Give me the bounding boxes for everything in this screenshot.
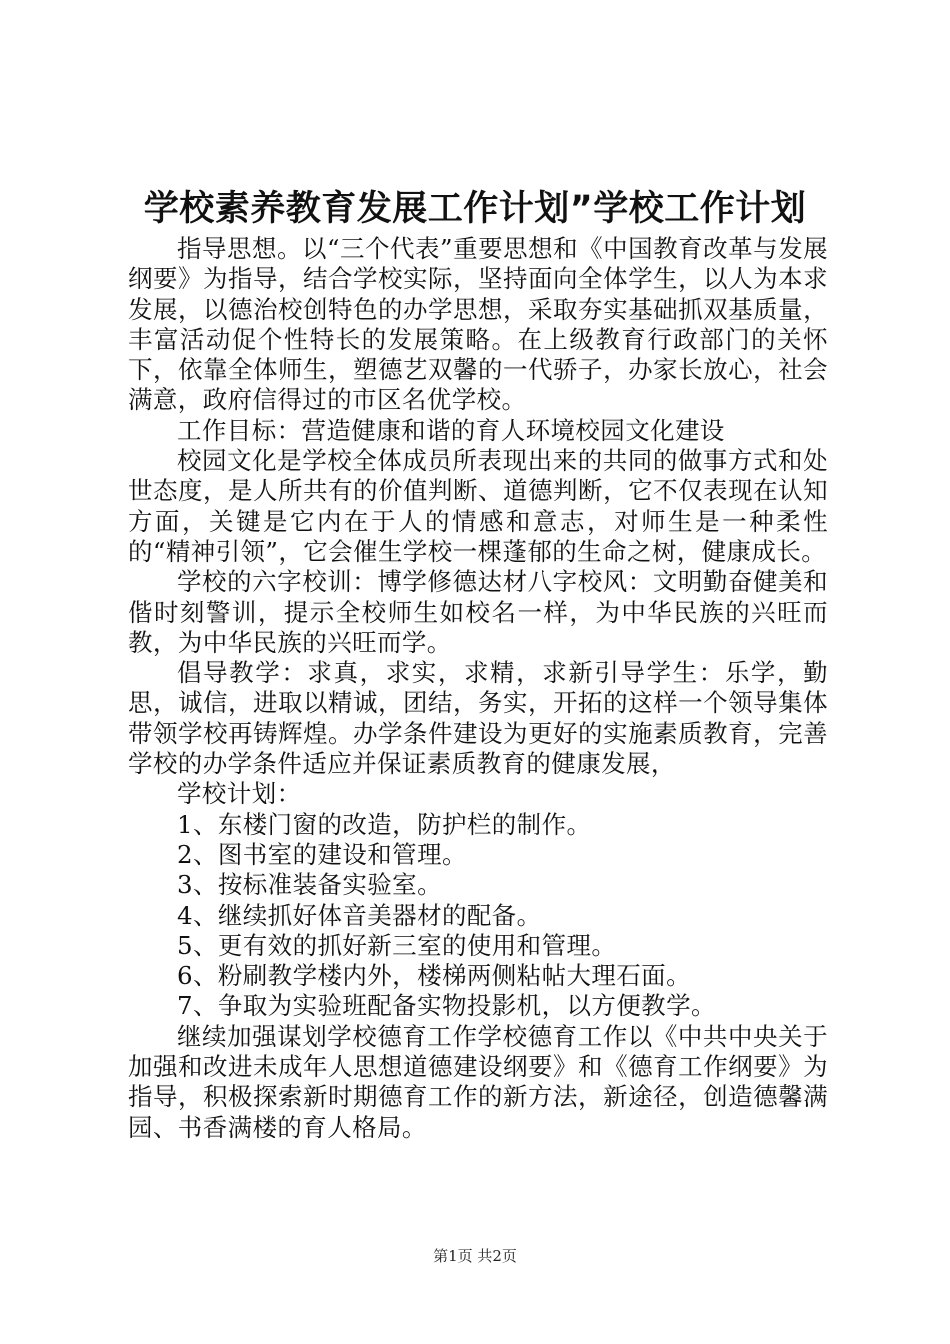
plan-item: 5、更有效的抓好新三室的使用和管理。 (177, 930, 617, 960)
paragraph-campus-culture: 校园文化是学校全体成员所表现出来的共同的做事方式和处世态度，是人所共有的价值判断、道德判断，它不仅表现在认知方面，关键是它内在于人的情感和意志，对师生是一种柔性的“精神引领”，它会催生学校一棵蓬郁的生命之树，健康成长。 (128, 446, 828, 566)
plan-item: 1、东楼门窗的改造，防护栏的制作。 (177, 809, 592, 839)
plan-item: 6、粉刷教学楼内外，楼梯两侧粘帖大理石面。 (177, 961, 691, 991)
paragraph-moral-education: 继续加强谋划学校德育工作学校德育工作以《中共中央关于加强和改进未成年人思想道德建设纲要》和《德育工作纲要》为指导，积极探索新时期德育工作的新方法，新途径，创造德馨满园、书香满楼的育人格局。 (128, 1021, 828, 1142)
document-title: 学校素养教育发展工作计划”学校工作计划 (143, 189, 807, 229)
plan-item: 2、图书室的建设和管理。 (177, 839, 467, 869)
plan-item: 4、继续抓好体音美器材的配备。 (177, 900, 542, 930)
page-number-footer: 第1页 共2页 (433, 1247, 517, 1265)
paragraph-work-goal: 工作目标：营造健康和谐的育人环境校园文化建设 (177, 415, 725, 445)
paragraph-guiding-thought: 指导思想。以“三个代表”重要思想和《中国教育改革与发展纲要》为指导，结合学校实际，坚持面向全体学生，以人为本求发展，以德治校创特色的办学思想，采取夯实基础抓双基质量，丰富活动促个性特长的发展策略。在上级教育行政部门的关怀下，依靠全体师生，塑德艺双馨的一代骄子，办家长放心，社会满意，政府信得过的市区名优学校。 (128, 234, 828, 415)
plan-item: 3、按标准装备实验室。 (177, 870, 442, 900)
paragraph-school-motto: 学校的六字校训：博学修德达材八字校风：文明勤奋健美和偕时刻警训，提示全校师生如校名一样，为中华民族的兴旺而教，为中华民族的兴旺而学。 (128, 567, 828, 657)
paragraph-plan-heading: 学校计划： (177, 779, 302, 809)
document-body (128, 234, 828, 1143)
paragraph-teaching-advocacy: 倡导教学：求真，求实，求精，求新引导学生：乐学，勤思，诚信，进取以精诚，团结，务实，开拓的这样一个领导集体带领学校再铸辉煌。办学条件建设为更好的实施素质教育，完善学校的办学条件适应并保证素质教育的健康发展， (128, 658, 828, 779)
plan-item: 7、争取为实验班配备实物投影机，以方便教学。 (177, 991, 716, 1021)
